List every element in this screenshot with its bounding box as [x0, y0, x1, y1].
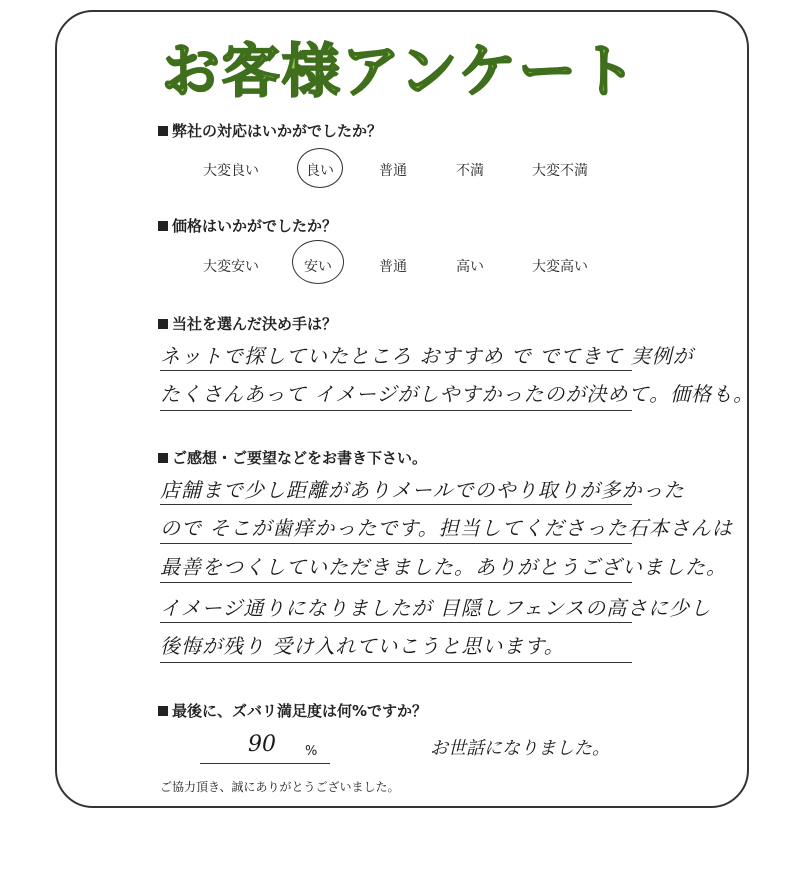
question-reason [158, 313, 337, 334]
bullet-square-icon [158, 706, 168, 716]
q1-option-3[interactable]: 普通 [379, 163, 407, 179]
page-title: お客様アンケート [161, 37, 639, 105]
question-reason-label: 当社を選んだ決め手は？ [172, 315, 338, 333]
answer-rule [160, 582, 632, 583]
satisfaction-note: お世話になりました。 [430, 738, 610, 759]
answer-rule [160, 662, 632, 663]
q2-option-2[interactable]: 安い [304, 259, 332, 275]
question-satisfaction-label: 最後に、ズバリ満足度は何%ですか？ [172, 702, 428, 720]
satisfaction-rule [200, 763, 330, 764]
question-service-label: 弊社の対応はいかがでしたか？ [172, 122, 383, 140]
q2-selected-circle [292, 240, 344, 284]
question-price-label: 価格はいかがでしたか？ [172, 217, 338, 235]
footer-thanks: ご協力頂き、誠にありがとうございました。 [160, 780, 400, 794]
q1-option-1[interactable]: 大変良い [203, 163, 259, 179]
comment-answer-line: 店舗まで少し距離がありメールでのやり取りが多かった [160, 478, 685, 502]
answer-rule [160, 543, 632, 544]
q2-option-1[interactable]: 大変安い [203, 259, 259, 275]
answer-rule [160, 410, 632, 411]
question-comments [158, 447, 427, 468]
satisfaction-value[interactable]: 90 [248, 732, 276, 757]
reason-answer-line: たくさんあって イメージがしやすかったのが決めて。価格も。 [160, 382, 755, 406]
question-comments-label: ご感想・ご要望などをお書き下さい。 [172, 449, 428, 467]
bullet-square-icon [158, 453, 168, 463]
satisfaction-unit: % [305, 744, 318, 759]
q2-option-4[interactable]: 高い [456, 259, 484, 275]
q2-option-5[interactable]: 大変高い [532, 259, 588, 275]
comment-answer-line: 最善をつくしていただきました。ありがとうございました。 [160, 555, 727, 579]
question-satisfaction [158, 700, 427, 721]
q2-option-3[interactable]: 普通 [379, 259, 407, 275]
comment-answer-line: イメージ通りになりましたが 目隠しフェンスの高さに少し [160, 596, 712, 620]
bullet-square-icon [158, 319, 168, 329]
question-service [158, 120, 382, 141]
q1-option-2[interactable]: 良い [306, 163, 334, 179]
question-price [158, 215, 337, 236]
reason-answer-line: ネットで探していたところ おすすめ で でてきて 実例が [160, 344, 694, 368]
comment-answer-line: ので そこが歯痒かったです。担当してくださった石本さんは [160, 516, 733, 540]
answer-rule [160, 370, 632, 371]
q1-option-4[interactable]: 不満 [456, 163, 484, 179]
q1-option-5[interactable]: 大変不満 [532, 163, 588, 179]
answer-rule [160, 504, 632, 505]
comment-answer-line: 後悔が残り 受け入れていこうと思います。 [160, 634, 565, 658]
answer-rule [160, 622, 632, 623]
bullet-square-icon [158, 221, 168, 231]
q1-selected-circle [297, 148, 343, 188]
bullet-square-icon [158, 126, 168, 136]
